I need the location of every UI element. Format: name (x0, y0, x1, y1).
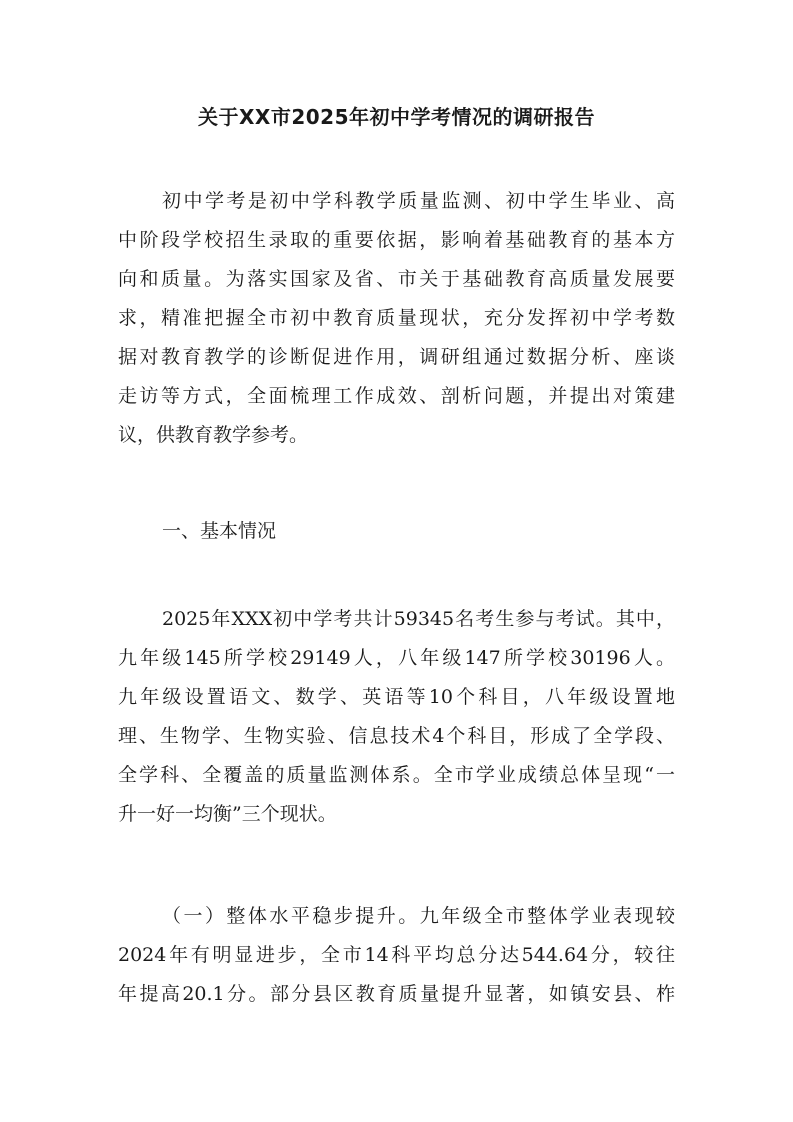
paragraph-line: 九年级设置语文、数学、英语等10个科目，八年级设置地 (118, 686, 675, 708)
paragraph-line: 2025年XXX初中学考共计59345名考生参与考试。其中， (162, 608, 675, 630)
intro-paragraph (118, 182, 675, 455)
paragraph-line: 九年级145所学校29149人，八年级147所学校30196人。 (118, 647, 675, 669)
paragraph-line: 年提高20.1分。部分县区教育质量提升显著，如镇安县、柞 (118, 983, 675, 1005)
subsection-paragraph (118, 897, 675, 1014)
paragraph-line: 据对教育教学的诊断促进作用，调研组通过数据分析、座谈 (118, 346, 675, 368)
paragraph-line: 走访等方式，全面梳理工作成效、剖析问题，并提出对策建 (118, 385, 675, 407)
paragraph-line: 升一好一均衡”三个现状。 (118, 803, 337, 825)
paragraph-line: 求，精准把握全市初中教育质量现状，充分发挥初中学考数 (118, 307, 675, 329)
paragraph-line: 2024年有明显进步，全市14科平均总分达544.64分，较往 (118, 944, 675, 966)
paragraph-line: 向和质量。为落实国家及省、市关于基础教育高质量发展要 (118, 268, 675, 290)
paragraph-line: 理、生物学、生物实验、信息技术4个科目，形成了全学段、 (118, 725, 675, 747)
paragraph-line: 中阶段学校招生录取的重要依据，影响着基础教育的基本方 (118, 229, 675, 251)
paragraph-line: 初中学考是初中学科教学质量监测、初中学生毕业、高 (162, 190, 675, 212)
paragraph-line: （一）整体水平稳步提升。九年级全市整体学业表现较 (162, 905, 675, 927)
paragraph-line: 全学科、全覆盖的质量监测体系。全市学业成绩总体呈现“一 (118, 764, 675, 786)
basic-info-paragraph (118, 600, 675, 834)
document-title: 关于XX市2025年初中学考情况的调研报告 (197, 105, 595, 129)
section-heading: 一、基本情况 (162, 520, 277, 542)
paragraph-line: 议，供教育教学参考。 (118, 424, 309, 446)
